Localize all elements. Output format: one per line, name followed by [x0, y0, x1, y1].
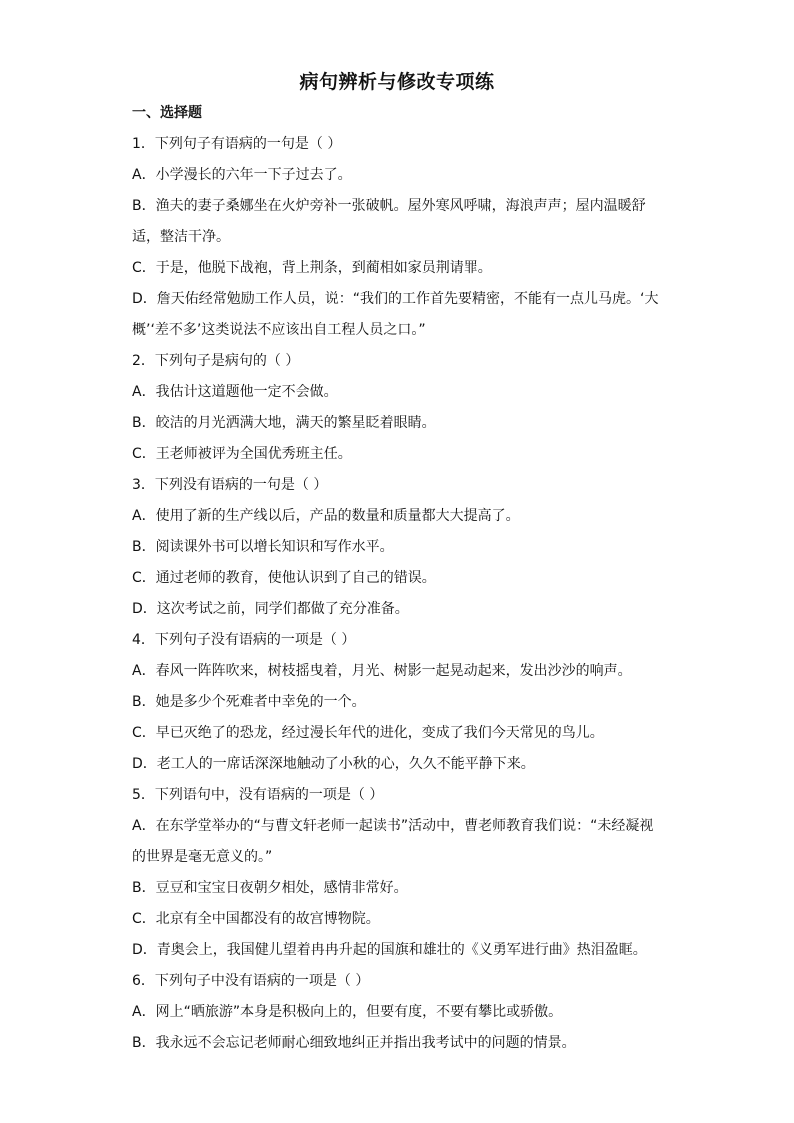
question-line: 5．下列语句中，没有语病的一项是（ ）: [132, 787, 384, 803]
question-line: A．网上“晒旅游”本身是积极向上的，但要有度，不要有攀比或骄傲。: [132, 1004, 563, 1020]
question-line: A．在东学堂举办的“与曹文轩老师一起读书”活动中，曹老师教育我们说：“未经凝视: [132, 818, 654, 834]
question-line: B．阅读课外书可以增长知识和写作水平。: [132, 539, 394, 555]
question-line: D．詹天佑经常勉励工作人员，说：“我们的工作首先要精密，不能有一点儿马虎。‘大: [132, 291, 659, 307]
question-line: 4．下列句子没有语病的一项是（ ）: [132, 632, 356, 648]
section-heading: 一、选择题: [132, 105, 202, 121]
question-line: 3．下列没有语病的一句是（ ）: [132, 477, 328, 493]
question-line: 适，整洁干净。: [132, 229, 230, 245]
question-line: D．青奥会上，我国健儿望着冉冉升起的国旗和雄壮的《义勇军进行曲》热泪盈眶。: [132, 942, 647, 958]
question-line: B．我永远不会忘记老师耐心细致地纠正并指出我考试中的问题的情景。: [132, 1035, 576, 1051]
question-line: B．渔夫的妻子桑娜坐在火炉旁补一张破帆。屋外寒风呼啸，海浪声声；屋内温暖舒: [132, 198, 646, 214]
document-content: [132, 103, 706, 1059]
question-line: A．使用了新的生产线以后，产品的数量和质量都大大提高了。: [132, 508, 520, 524]
question-line: 的世界是毫无意义的。”: [132, 849, 273, 865]
document-title: 病句辨析与修改专项练: [299, 71, 495, 93]
question-line: C．通过老师的教育，使他认识到了自己的错误。: [132, 570, 436, 586]
question-line: C．于是，他脱下战袍，背上荆条，到蔺相如家员荆请罪。: [132, 260, 492, 276]
question-line: 6．下列句子中没有语病的一项是（ ）: [132, 973, 370, 989]
question-line: A．我估计这道题他一定不会做。: [132, 384, 338, 400]
question-line: 1．下列句子有语病的一句是（ ）: [132, 136, 342, 152]
question-line: C．王老师被评为全国优秀班主任。: [132, 446, 352, 462]
question-line: 2．下列句子是病句的（ ）: [132, 353, 300, 369]
question-line: A．春风一阵阵吹来，树枝摇曳着，月光、树影一起晃动起来，发出沙沙的响声。: [132, 663, 632, 679]
question-line: 概’‘差不多’这类说法不应该出自工程人员之口。”: [132, 322, 426, 338]
question-line: A．小学漫长的六年一下子过去了。: [132, 167, 352, 183]
question-line: C．早已灭绝了的恐龙，经过漫长年代的进化，变成了我们今天常见的鸟儿。: [132, 725, 604, 741]
question-list: [132, 129, 706, 1059]
question-line: D．这次考试之前，同学们都做了充分准备。: [132, 601, 409, 617]
question-line: C．北京有全中国都没有的故宫博物院。: [132, 911, 380, 927]
question-line: B．皎洁的月光洒满大地，满天的繁星眨着眼睛。: [132, 415, 436, 431]
question-line: B．豆豆和宝宝日夜朝夕相处，感情非常好。: [132, 880, 408, 896]
question-line: B．她是多少个死难者中幸免的一个。: [132, 694, 366, 710]
question-line: D．老工人的一席话深深地触动了小秋的心，久久不能平静下来。: [132, 756, 535, 772]
